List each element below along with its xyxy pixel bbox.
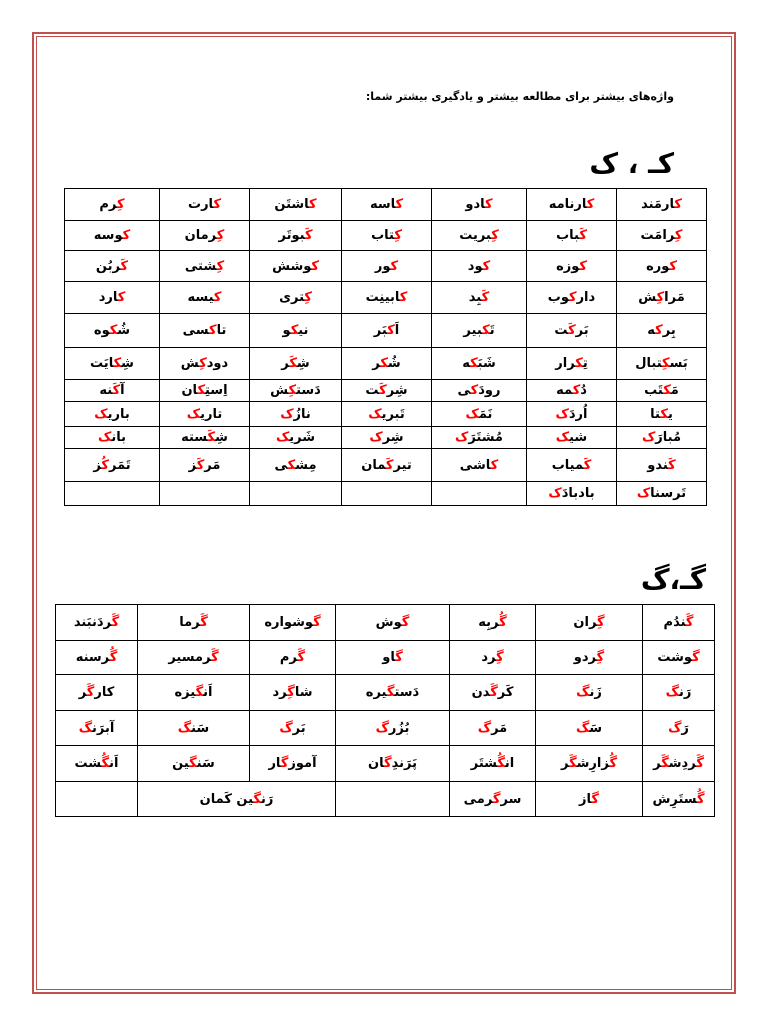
word-cell: تَکبیر — [432, 314, 527, 348]
word-cell: تیرکَمان — [342, 449, 432, 482]
word-cell: کارگَر — [56, 675, 138, 711]
word-cell: رَنگ — [643, 675, 715, 711]
word-cell: گِران — [536, 605, 643, 641]
word-cell: کِبریت — [432, 221, 527, 251]
word-cell: گُرسنه — [56, 641, 138, 675]
word-cell: دَستگیره — [336, 675, 450, 711]
word-cell: کوشش — [250, 251, 342, 282]
word-cell: تَبریک — [342, 402, 432, 427]
word-cell: دارکوب — [527, 282, 617, 314]
word-cell: شِرکَت — [342, 380, 432, 402]
word-cell: گَرم — [250, 641, 336, 675]
word-cell — [342, 482, 432, 506]
word-cell: اَنگُشت — [56, 746, 138, 782]
table-row — [65, 402, 707, 427]
word-cell: دَستکِش — [250, 380, 342, 402]
word-cell: کارنامه — [527, 189, 617, 221]
word-cell: شُکر — [342, 348, 432, 380]
word-cell: بانک — [65, 427, 160, 449]
word-cell: کوسه — [65, 221, 160, 251]
word-cell: تِکرار — [527, 348, 617, 380]
word-cell: آکَنه — [65, 380, 160, 402]
table-row — [56, 711, 715, 746]
word-cell — [56, 782, 138, 817]
word-cell: گَندُم — [643, 605, 715, 641]
word-cell: گوشواره — [250, 605, 336, 641]
word-cell: کِرمان — [160, 221, 250, 251]
table-row — [65, 221, 707, 251]
word-cell: انگُشتَر — [450, 746, 536, 782]
word-cell: دودکِش — [160, 348, 250, 380]
word-cell: مَرکَز — [160, 449, 250, 482]
table-row — [65, 348, 707, 380]
word-cell: آموزگار — [250, 746, 336, 782]
word-cell: گوش — [336, 605, 450, 641]
word-cell: رَگ — [643, 711, 715, 746]
word-cell: مَرگ — [450, 711, 536, 746]
word-table-g — [55, 604, 715, 817]
word-cell: تَرسناک — [617, 482, 707, 506]
word-cell: کَبِد — [432, 282, 527, 314]
word-cell: کابینِت — [342, 282, 432, 314]
table-row — [65, 189, 707, 221]
word-cell: زَنگ — [536, 675, 643, 711]
intro-text: واژه‌های بیشتر برای مطالعه بیشتر و یادگیری بیشتر شما: — [365, 90, 674, 103]
table-row — [56, 641, 715, 675]
word-cell: کَرگَدن — [450, 675, 536, 711]
word-cell: کِرامَت — [617, 221, 707, 251]
word-cell: کَربُن — [65, 251, 160, 282]
word-cell: بَرکَت — [527, 314, 617, 348]
table-row — [65, 314, 707, 348]
word-cell: گُستَرِش — [643, 782, 715, 817]
word-cell: کِتری — [250, 282, 342, 314]
word-cell: رودَکی — [432, 380, 527, 402]
word-cell: کِرم — [65, 189, 160, 221]
word-cell: کوره — [617, 251, 707, 282]
word-cell: اَکبَر — [342, 314, 432, 348]
table-row — [56, 782, 715, 817]
word-cell — [160, 482, 250, 506]
word-cell: اَنگیزه — [138, 675, 250, 711]
word-cell — [336, 782, 450, 817]
table-row — [65, 427, 707, 449]
word-cell: اِستِکان — [160, 380, 250, 402]
table-row — [65, 449, 707, 482]
word-cell: آبرَنگ — [56, 711, 138, 746]
heading-letter-g: گـ،گ — [640, 563, 706, 596]
word-cell: گُزارِشگَر — [536, 746, 643, 782]
word-cell: تاریک — [160, 402, 250, 427]
word-cell: شاگِرد — [250, 675, 336, 711]
word-cell: یکتا — [617, 402, 707, 427]
word-cell: مَراکِش — [617, 282, 707, 314]
table-row — [65, 380, 707, 402]
word-cell: گوشت — [643, 641, 715, 675]
word-cell: دُکمه — [527, 380, 617, 402]
word-cell: کارت — [160, 189, 250, 221]
word-cell: کِتاب — [342, 221, 432, 251]
word-cell: شُکوه — [65, 314, 160, 348]
word-cell: بادبادَک — [527, 482, 617, 506]
word-cell: کَمیاب — [527, 449, 617, 482]
table-row — [65, 482, 707, 506]
word-cell: کَبوتَر — [250, 221, 342, 251]
word-cell: گَردِشگَر — [643, 746, 715, 782]
word-cell: نیکو — [250, 314, 342, 348]
word-cell: سَگ — [536, 711, 643, 746]
word-cell: اُردَک — [527, 402, 617, 427]
word-cell: شِکَسته — [160, 427, 250, 449]
word-cell: مُشتَرَک — [432, 427, 527, 449]
word-cell: شَریک — [250, 427, 342, 449]
word-cell: کاشتَن — [250, 189, 342, 221]
word-cell: گِردو — [536, 641, 643, 675]
word-cell: گِرد — [450, 641, 536, 675]
word-cell: کیسه — [160, 282, 250, 314]
word-cell: نَمَک — [432, 402, 527, 427]
word-cell: کارمَند — [617, 189, 707, 221]
word-cell: رَنگین کَمان — [138, 782, 336, 817]
word-cell: کوزه — [527, 251, 617, 282]
word-cell: بَسکِتبال — [617, 348, 707, 380]
word-cell: کَباب — [527, 221, 617, 251]
word-table-k — [64, 188, 707, 506]
word-cell: کاشی — [432, 449, 527, 482]
word-cell: شَبَکه — [432, 348, 527, 380]
table-row — [56, 605, 715, 641]
word-cell: پَرَندِگان — [336, 746, 450, 782]
word-cell: سرگرمی — [450, 782, 536, 817]
word-cell: گاو — [336, 641, 450, 675]
word-cell: تاکسی — [160, 314, 250, 348]
word-cell: تَمَرکُز — [65, 449, 160, 482]
word-cell: کارد — [65, 282, 160, 314]
table-row — [65, 282, 707, 314]
word-cell: کِشتی — [160, 251, 250, 282]
word-cell — [432, 482, 527, 506]
table-row — [56, 675, 715, 711]
word-cell: کادو — [432, 189, 527, 221]
word-cell: شیک — [527, 427, 617, 449]
word-cell: گَردَنبَند — [56, 605, 138, 641]
word-cell: گَرما — [138, 605, 250, 641]
word-cell — [65, 482, 160, 506]
word-cell: کور — [342, 251, 432, 282]
heading-letter-k: کـ ، ک — [589, 147, 674, 180]
word-cell: شِکایَت — [65, 348, 160, 380]
table-row — [56, 746, 715, 782]
word-cell: بُزُرگ — [336, 711, 450, 746]
word-cell: بِرکه — [617, 314, 707, 348]
table-row — [65, 251, 707, 282]
word-cell: کود — [432, 251, 527, 282]
word-cell: شِرک — [342, 427, 432, 449]
word-cell: مَکتَب — [617, 380, 707, 402]
word-cell: گَرمسیر — [138, 641, 250, 675]
word-cell: مُبارَک — [617, 427, 707, 449]
word-cell: گُربِه — [450, 605, 536, 641]
word-cell: سَنگین — [138, 746, 250, 782]
word-cell: مِشکی — [250, 449, 342, 482]
word-cell: کَندو — [617, 449, 707, 482]
word-cell: باریک — [65, 402, 160, 427]
word-cell: بَرگ — [250, 711, 336, 746]
word-cell — [250, 482, 342, 506]
word-cell: نازُک — [250, 402, 342, 427]
word-cell: گاز — [536, 782, 643, 817]
word-cell: سَنگ — [138, 711, 250, 746]
word-cell: کاسه — [342, 189, 432, 221]
word-cell: شِکَر — [250, 348, 342, 380]
